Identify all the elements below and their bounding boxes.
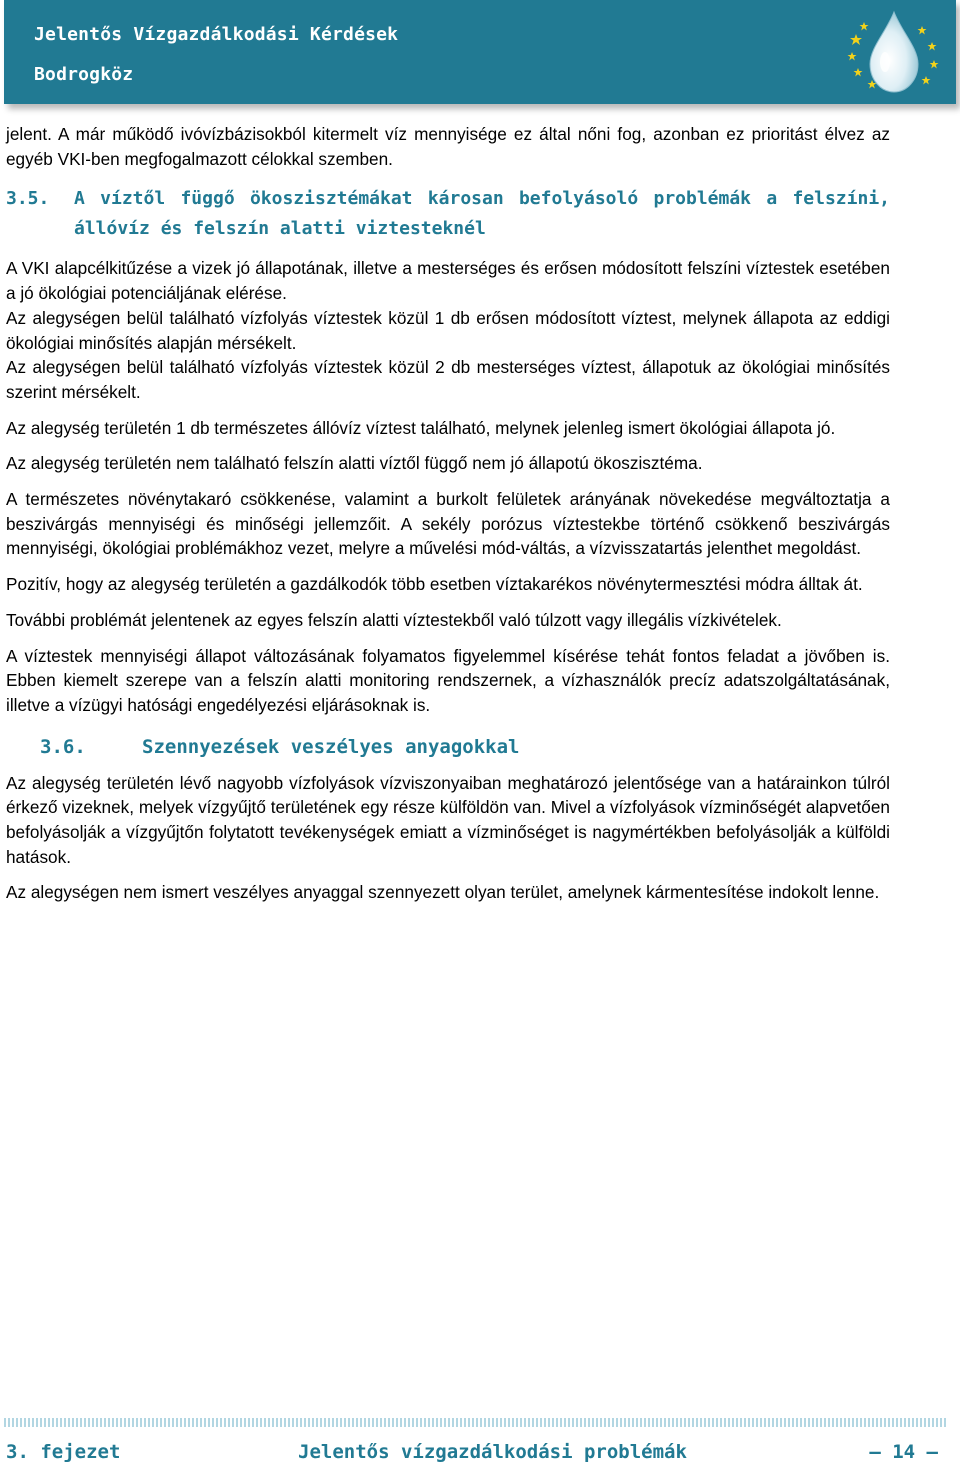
paragraph: Az alegységen nem ismert veszélyes anyaggal szennyezett olyan terület, amelynek kármentesítése indokolt lenne. [6,882,880,903]
section-heading-3-6 [40,733,890,761]
page-footer [6,1441,942,1469]
page-header [4,0,956,104]
header-title: Jelentős Vízgazdálkodási Kérdések [34,24,399,45]
paragraph: Az alegységen belül található vízfolyás víztestek közül 1 db erősen módosított víztest, melynek állapota az eddigi ökológiai minősítés alapján mérsékelt. [6,307,890,353]
paragraph: Az alegységen belül található vízfolyás víztestek közül 2 db mesterséges víztest, állapotuk az ökológiai minősítés szerint mérsékelt. [6,357,890,402]
page-number: — 14 — [869,1441,938,1463]
paragraph: Pozitív, hogy az alegység területén a gazdálkodók több esetben víztakarékos növénytermesztési módra álltak át. [6,574,863,595]
paragraph: A víztestek mennyiségi állapot változásának folyamatos figyelemmel kísérése tehát fontos feladat a jövőben is. Ebben kiemelt szerepe van a felszín alatti monitoring rendszernek, a vízhasználók precíz adatszolgáltatásának, illetve a vízügyi hatósági engedélyezési eljárásoknak is. [6,645,890,715]
paragraph: Az alegység területén lévő nagyobb vízfolyások vízviszonyaiban meghatározó jelentősége van a határainkon túlról érkező vizeknek, melyek vízgyűjtő területének egy része külföldön van. Mivel a vízfolyások vízminőségét alapvetően befolyásolják a vízgyűjtőn folytatott tevékenységek emiatt a vízminőséget is nagymértékben befolyásolják a külföldi hatások. [6,772,890,867]
paragraph: Az alegység területén 1 db természetes állóvíz víztest található, melynek jelenleg ismert ökológiai állapota jó. [6,417,836,438]
section-number: 3.6. [40,735,86,758]
paragraph: A VKI alapcélkitűzése a vizek jó állapotának, illetve a mesterséges és erősen módosított felszíni víztestek esetében a jó ökológiai potenciáljának elérése. [6,258,890,304]
section-title: Szennyezések veszélyes anyagokkal [142,735,520,758]
header-subtitle: Bodrogköz [34,64,134,85]
footer-title: Jelentős vízgazdálkodási problémák [298,1441,687,1463]
section-heading-3-5 [6,184,890,244]
water-drop-logo-icon [838,4,950,104]
paragraph: Az alegység területén nem található felszín alatti víztől függő nem jó állapotú ökoszisztéma. [6,453,703,474]
paragraph: További problémát jelentenek az egyes felszín alatti víztestekből való túlzott vagy illegális vízkivételek. [6,609,782,630]
paragraph: A természetes növénytakaró csökkenése, valamint a burkolt felületek arányának növekedése megváltoztatja a beszivárgás mennyiségi és minőségi jellemzőit. A sekély porózus víztestekbe történő csökkenő beszivárgás mennyiségi, ökológiai problémákhoz vezet, melyre a művelési mód-váltás, a vízvisszatartás jelenthet megoldást. [6,489,890,559]
section-number: 3.5. [6,188,50,210]
footer-divider [4,1418,946,1427]
footer-chapter: 3. fejezet [6,1441,121,1463]
document-body [6,122,890,916]
section-title: A víztől függő ökoszisztémákat károsan befolyásoló problémák a felszíni, állóvíz és felszín alatti viztesteknél [74,188,890,240]
paragraph-intro: jelent. A már működő ivóvízbázisokból kitermelt víz mennyisége ez által nőni fog, azonban ez prioritást élvez az egyéb VKI-ben megfogalmazott célokkal szemben. [6,124,890,169]
